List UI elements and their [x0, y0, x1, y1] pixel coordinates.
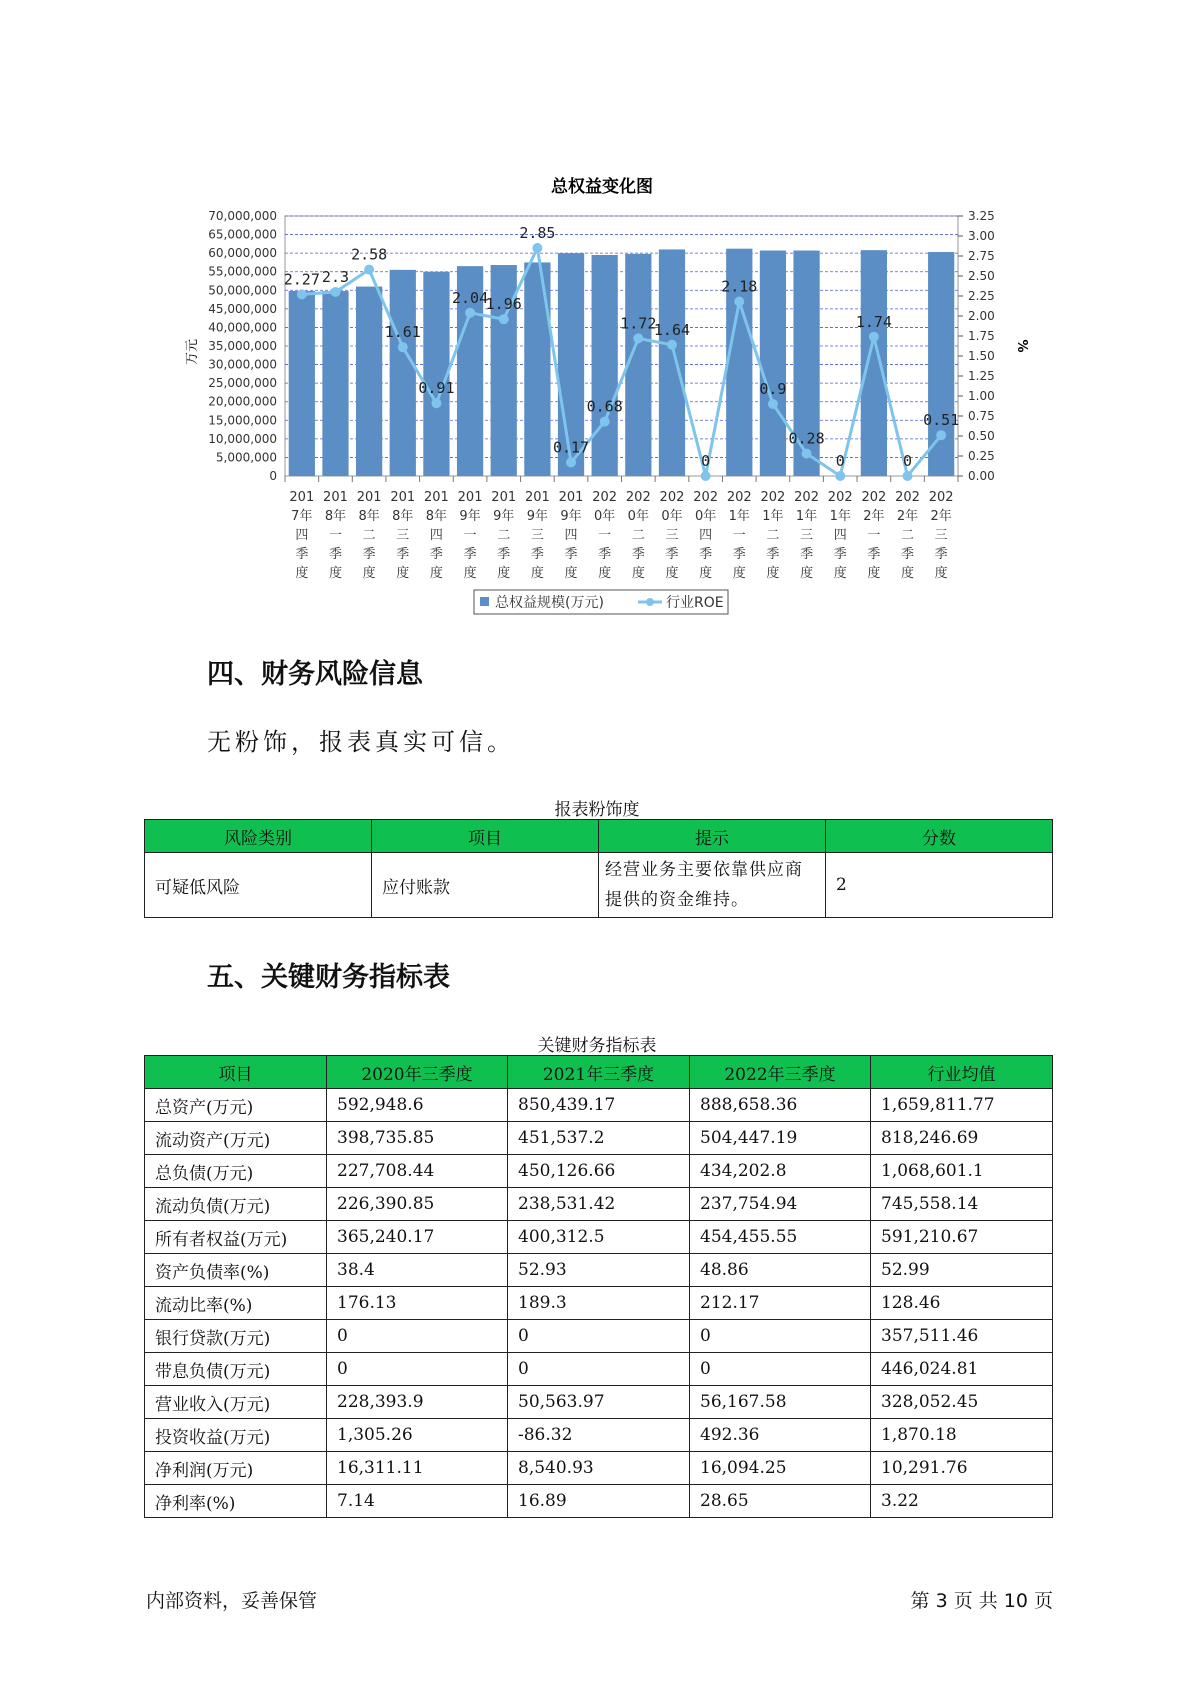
y-left-tick-label: 0 — [269, 469, 277, 483]
x-tick-label: 201 — [323, 490, 348, 505]
x-tick-label: 季 — [732, 547, 746, 562]
kpi-cell: 446,024.81 — [871, 1353, 1053, 1386]
x-tick-label: 季 — [631, 547, 645, 562]
kpi-cell: 212.17 — [690, 1287, 871, 1320]
y-left-tick-label: 70,000,000 — [208, 209, 277, 223]
x-tick-label: 四 — [699, 528, 713, 543]
kpi-cell: 银行贷款(万元) — [145, 1320, 327, 1353]
kpi-cell: 1,305.26 — [327, 1419, 508, 1452]
y-right-tick-label: 2.00 — [968, 309, 995, 323]
kpi-header-cell: 2022年三季度 — [690, 1056, 871, 1089]
kpi-cell: 0 — [690, 1353, 871, 1386]
x-tick-label: 201 — [558, 490, 584, 505]
x-tick-label: 度 — [901, 566, 915, 581]
roe-data-label: 2.85 — [519, 224, 556, 242]
kpi-cell: -86.32 — [508, 1419, 690, 1452]
x-tick-label: 二 — [766, 528, 780, 543]
kpi-cell: 营业收入(万元) — [145, 1386, 327, 1419]
x-tick-label: 8年 — [358, 509, 380, 524]
x-tick-label: 季 — [598, 547, 612, 562]
y-right-tick-label: 0.75 — [968, 409, 995, 423]
kpi-cell: 591,210.67 — [871, 1221, 1053, 1254]
kpi-cell: 56,167.58 — [690, 1386, 871, 1419]
x-tick-label: 2年 — [863, 509, 885, 524]
kpi-row — [145, 1452, 1053, 1485]
kpi-row — [145, 1320, 1053, 1353]
y-right-tick-label: 0.00 — [968, 469, 995, 483]
x-tick-label: 度 — [598, 566, 612, 581]
kpi-row — [145, 1089, 1053, 1122]
kpi-cell: 189.3 — [508, 1287, 690, 1320]
roe-data-label: 2.04 — [452, 288, 489, 307]
roe-point — [768, 399, 778, 409]
x-tick-label: 度 — [530, 566, 544, 581]
risk-cell: 经营业务主要依靠供应商提供的资金维持。 — [599, 853, 826, 918]
kpi-cell: 745,558.14 — [871, 1188, 1053, 1221]
kpi-cell: 328,052.45 — [871, 1386, 1053, 1419]
kpi-cell: 10,291.76 — [871, 1452, 1053, 1485]
roe-point — [330, 287, 340, 297]
roe-data-label: 0 — [835, 452, 845, 470]
risk-header-cell: 项目 — [372, 820, 599, 853]
kpi-cell: 28.65 — [690, 1485, 871, 1518]
kpi-row — [145, 1386, 1053, 1419]
x-tick-label: 9年 — [493, 509, 515, 524]
roe-data-label: 0 — [701, 452, 711, 470]
roe-point — [600, 417, 610, 427]
x-tick-label: 0年 — [594, 509, 616, 524]
x-tick-label: 201 — [289, 490, 315, 505]
equity-bar — [861, 250, 887, 476]
x-tick-label: 201 — [491, 490, 517, 505]
kpi-table-body — [145, 1089, 1053, 1518]
y-left-tick-label: 60,000,000 — [208, 246, 277, 261]
y-left-tick-label: 15,000,000 — [208, 413, 277, 428]
x-tick-label: 度 — [766, 566, 780, 581]
x-tick-label: 季 — [530, 547, 544, 562]
x-tick-label: 度 — [732, 566, 746, 581]
equity-bar — [760, 251, 786, 476]
roe-data-label: 1.64 — [653, 320, 691, 339]
risk-table — [144, 819, 1053, 918]
x-tick-label: 季 — [699, 547, 713, 562]
roe-data-label: 2.18 — [721, 277, 758, 296]
legend-line-label: 行业ROE — [666, 595, 724, 611]
kpi-table-header — [145, 1056, 1053, 1089]
kpi-row — [145, 1221, 1053, 1254]
x-tick-label: 度 — [295, 566, 309, 581]
kpi-cell: 398,735.85 — [327, 1122, 508, 1155]
risk-header-cell: 提示 — [599, 820, 826, 853]
x-tick-label: 202 — [827, 490, 853, 505]
roe-point — [903, 471, 913, 481]
kpi-cell: 434,202.8 — [690, 1155, 871, 1188]
equity-bar — [289, 291, 315, 476]
kpi-row — [145, 1188, 1053, 1221]
y-left-tick-label: 65,000,000 — [208, 227, 277, 242]
x-tick-label: 度 — [564, 566, 578, 581]
roe-data-label: 1.61 — [384, 323, 421, 342]
roe-data-label: 0 — [903, 452, 913, 470]
roe-data-label: 2.3 — [321, 268, 350, 286]
x-tick-label: 四 — [564, 528, 578, 543]
x-tick-label: 202 — [625, 490, 651, 505]
x-tick-label: 季 — [766, 547, 780, 562]
kpi-cell: 454,455.55 — [690, 1221, 871, 1254]
x-tick-label: 度 — [396, 566, 410, 581]
x-tick-label: 度 — [497, 566, 511, 581]
equity-bar — [592, 255, 618, 476]
equity-bar — [356, 287, 382, 476]
x-tick-label: 二 — [497, 528, 511, 543]
x-tick-label: 季 — [328, 547, 342, 562]
x-tick-label: 季 — [833, 547, 847, 562]
x-tick-label: 三 — [665, 528, 679, 543]
x-tick-label: 二 — [362, 528, 376, 543]
kpi-header-cell: 2020年三季度 — [327, 1056, 508, 1089]
roe-data-label: 0.91 — [418, 379, 455, 398]
x-tick-label: 度 — [429, 566, 443, 581]
kpi-row — [145, 1287, 1053, 1320]
roe-point — [398, 342, 408, 352]
kpi-cell: 0 — [508, 1320, 690, 1353]
roe-data-label: 0.51 — [923, 411, 960, 430]
x-tick-label: 8年 — [392, 509, 414, 524]
x-tick-label: 7年 — [291, 509, 313, 524]
section4-text: 无粉饰，报表真实可信。 — [207, 728, 515, 756]
kpi-table — [144, 1055, 1053, 1518]
chart-title: 总权益变化图 — [551, 177, 653, 197]
roe-point — [297, 289, 307, 299]
x-tick-label: 1年 — [829, 509, 851, 524]
kpi-cell: 净利率(%) — [145, 1485, 327, 1518]
section4-title: 四、财务风险信息 — [207, 659, 423, 690]
x-tick-label: 四 — [429, 528, 443, 543]
kpi-cell: 0 — [690, 1320, 871, 1353]
x-tick-label: 度 — [699, 566, 713, 581]
x-tick-label: 9年 — [459, 509, 481, 524]
kpi-row — [145, 1155, 1053, 1188]
risk-row — [145, 853, 1053, 918]
x-tick-label: 2年 — [930, 509, 952, 524]
kpi-cell: 0 — [327, 1353, 508, 1386]
kpi-cell: 1,870.18 — [871, 1419, 1053, 1452]
kpi-cell: 400,312.5 — [508, 1221, 690, 1254]
roe-point — [701, 471, 711, 481]
y-right-axis-label: % — [1014, 339, 1029, 353]
x-tick-label: 202 — [794, 490, 819, 505]
kpi-cell: 1,068,601.1 — [871, 1155, 1053, 1188]
kpi-cell: 237,754.94 — [690, 1188, 871, 1221]
roe-point — [835, 471, 845, 481]
roe-data-label: 1.74 — [855, 312, 892, 331]
equity-chart — [0, 0, 1191, 640]
x-tick-label: 度 — [328, 566, 342, 581]
kpi-cell: 净利润(万元) — [145, 1452, 327, 1485]
x-tick-label: 0年 — [627, 509, 649, 524]
kpi-cell: 0 — [327, 1320, 508, 1353]
roe-point — [499, 314, 509, 324]
kpi-cell: 357,511.46 — [871, 1320, 1053, 1353]
kpi-row — [145, 1254, 1053, 1287]
kpi-cell: 0 — [508, 1353, 690, 1386]
kpi-cell: 流动负债(万元) — [145, 1188, 327, 1221]
x-tick-label: 度 — [665, 566, 679, 581]
kpi-cell: 投资收益(万元) — [145, 1419, 327, 1452]
kpi-cell: 52.99 — [871, 1254, 1053, 1287]
kpi-row — [145, 1419, 1053, 1452]
x-tick-label: 度 — [463, 566, 477, 581]
x-tick-label: 季 — [362, 547, 376, 562]
x-tick-label: 季 — [295, 547, 309, 562]
roe-point — [633, 333, 643, 343]
x-tick-label: 一 — [328, 528, 342, 543]
roe-data-label: 1.72 — [620, 314, 657, 333]
x-tick-label: 季 — [564, 547, 578, 562]
x-tick-label: 二 — [631, 528, 645, 543]
kpi-cell: 176.13 — [327, 1287, 508, 1320]
x-tick-label: 季 — [901, 547, 915, 562]
x-tick-label: 度 — [934, 566, 948, 581]
footer-confidential: 内部资料，妥善保管 — [146, 1590, 318, 1612]
x-tick-label: 201 — [390, 490, 416, 505]
x-tick-label: 8年 — [425, 509, 448, 524]
risk-header-cell: 风险类别 — [145, 820, 372, 853]
x-tick-label: 0年 — [694, 509, 717, 524]
kpi-cell: 8,540.93 — [508, 1452, 690, 1485]
roe-point — [364, 265, 374, 275]
kpi-cell: 888,658.36 — [690, 1089, 871, 1122]
kpi-cell: 228,393.9 — [327, 1386, 508, 1419]
kpi-cell: 227,708.44 — [327, 1155, 508, 1188]
roe-point — [431, 398, 441, 408]
roe-point — [667, 340, 677, 350]
kpi-cell: 238,531.42 — [508, 1188, 690, 1221]
y-right-tick-label: 0.50 — [968, 429, 995, 443]
kpi-cell: 流动比率(%) — [145, 1287, 327, 1320]
kpi-cell: 818,246.69 — [871, 1122, 1053, 1155]
y-right-tick-label: 2.50 — [968, 269, 995, 283]
y-right-tick-label: 3.25 — [968, 209, 995, 223]
x-tick-label: 度 — [867, 566, 881, 581]
roe-point — [734, 297, 744, 307]
legend-line-marker — [646, 598, 654, 606]
roe-point — [869, 332, 879, 342]
x-tick-label: 2年 — [896, 509, 919, 524]
equity-bar — [322, 291, 348, 476]
roe-data-label: 0.28 — [788, 429, 825, 448]
section5-title: 五、关键财务指标表 — [207, 962, 450, 993]
legend-bar-label: 总权益规模(万元) — [495, 595, 604, 611]
kpi-cell: 128.46 — [871, 1287, 1053, 1320]
kpi-cell: 16,094.25 — [690, 1452, 871, 1485]
x-tick-label: 202 — [760, 490, 786, 505]
kpi-cell: 52.93 — [508, 1254, 690, 1287]
roe-point — [566, 457, 576, 467]
x-tick-label: 四 — [833, 528, 847, 543]
kpi-cell: 492.36 — [690, 1419, 871, 1452]
y-left-tick-label: 55,000,000 — [208, 264, 277, 279]
roe-data-label: 0.17 — [552, 438, 590, 457]
kpi-cell: 592,948.6 — [327, 1089, 508, 1122]
y-left-tick-label: 10,000,000 — [208, 431, 277, 446]
roe-point — [802, 449, 812, 459]
kpi-cell: 7.14 — [327, 1485, 508, 1518]
kpi-cell: 50,563.97 — [508, 1386, 690, 1419]
kpi-cell: 451,537.2 — [508, 1122, 690, 1155]
risk-cell: 可疑低风险 — [145, 853, 372, 918]
y-right-tick-label: 1.50 — [968, 349, 995, 363]
kpi-header-cell: 2021年三季度 — [508, 1056, 690, 1089]
y-left-tick-label: 30,000,000 — [208, 357, 277, 372]
x-tick-label: 9年 — [526, 509, 549, 524]
equity-bar — [928, 252, 954, 476]
y-left-axis-label: 万元 — [185, 338, 200, 366]
risk-cell: 应付账款 — [372, 853, 599, 918]
kpi-cell: 带息负债(万元) — [145, 1353, 327, 1386]
x-tick-label: 202 — [928, 490, 954, 505]
roe-data-label: 0.68 — [586, 397, 623, 416]
x-tick-label: 8年 — [324, 509, 347, 524]
kpi-row — [145, 1122, 1053, 1155]
y-right-tick-label: 1.75 — [968, 329, 995, 343]
kpi-table-caption: 关键财务指标表 — [537, 1036, 657, 1056]
x-tick-label: 202 — [659, 490, 685, 505]
equity-bar — [423, 272, 449, 476]
equity-bar — [390, 270, 416, 476]
kpi-cell: 850,439.17 — [508, 1089, 690, 1122]
roe-data-label: 0.9 — [759, 380, 787, 398]
x-tick-label: 季 — [429, 547, 443, 562]
x-tick-label: 度 — [631, 566, 645, 581]
x-tick-label: 1年 — [762, 509, 784, 524]
x-tick-label: 三 — [530, 528, 544, 543]
x-tick-label: 季 — [463, 547, 477, 562]
x-tick-label: 季 — [665, 547, 679, 562]
x-tick-label: 一 — [598, 528, 612, 543]
kpi-row — [145, 1485, 1053, 1518]
y-left-tick-label: 45,000,000 — [208, 301, 277, 316]
risk-table-caption: 报表粉饰度 — [554, 800, 640, 820]
y-left-tick-label: 5,000,000 — [215, 450, 277, 465]
x-tick-label: 二 — [901, 528, 915, 543]
kpi-cell: 流动资产(万元) — [145, 1122, 327, 1155]
x-tick-label: 1年 — [795, 509, 818, 524]
x-tick-label: 一 — [732, 528, 746, 543]
x-tick-label: 季 — [396, 547, 410, 562]
x-tick-label: 201 — [524, 490, 550, 505]
x-tick-label: 201 — [356, 490, 382, 505]
kpi-cell: 总资产(万元) — [145, 1089, 327, 1122]
x-tick-label: 季 — [934, 547, 948, 562]
kpi-cell: 226,390.85 — [327, 1188, 508, 1221]
x-tick-label: 一 — [867, 528, 881, 543]
kpi-cell: 38.4 — [327, 1254, 508, 1287]
x-tick-label: 201 — [424, 490, 449, 505]
x-tick-label: 一 — [463, 528, 477, 543]
kpi-cell: 16.89 — [508, 1485, 690, 1518]
roe-point — [532, 243, 542, 253]
risk-cell: 2 — [826, 853, 1053, 918]
x-tick-label: 202 — [693, 490, 719, 505]
y-right-tick-label: 1.00 — [968, 389, 995, 403]
y-right-tick-label: 3.00 — [968, 229, 995, 243]
x-tick-label: 四 — [295, 528, 309, 543]
x-tick-label: 季 — [800, 547, 814, 562]
x-tick-label: 9年 — [560, 509, 582, 524]
y-left-tick-label: 35,000,000 — [208, 339, 277, 353]
risk-table-header — [145, 820, 1053, 853]
x-tick-label: 季 — [497, 547, 511, 562]
kpi-cell: 所有者权益(万元) — [145, 1221, 327, 1254]
risk-header-cell: 分数 — [826, 820, 1053, 853]
footer-page-number: 第 3 页 共 10 页 — [910, 1590, 1053, 1612]
y-left-tick-label: 20,000,000 — [208, 394, 277, 409]
y-right-tick-label: 1.25 — [968, 369, 995, 383]
y-right-tick-label: 2.75 — [968, 249, 995, 263]
kpi-cell: 450,126.66 — [508, 1155, 690, 1188]
kpi-cell: 16,311.11 — [327, 1452, 508, 1485]
equity-bar — [524, 262, 550, 476]
x-tick-label: 202 — [861, 490, 887, 505]
x-tick-label: 201 — [457, 490, 483, 505]
roe-point — [936, 430, 946, 440]
legend-bar-swatch — [480, 597, 489, 606]
x-tick-label: 0年 — [661, 509, 683, 524]
kpi-cell: 3.22 — [871, 1485, 1053, 1518]
kpi-cell: 365,240.17 — [327, 1221, 508, 1254]
x-tick-label: 1年 — [728, 509, 750, 524]
kpi-cell: 504,447.19 — [690, 1122, 871, 1155]
y-right-tick-label: 2.25 — [968, 289, 995, 303]
x-tick-label: 三 — [934, 528, 948, 543]
kpi-cell: 1,659,811.77 — [871, 1089, 1053, 1122]
roe-point — [465, 308, 475, 318]
x-tick-label: 三 — [800, 528, 814, 543]
kpi-cell: 资产负债率(%) — [145, 1254, 327, 1287]
y-right-tick-label: 0.25 — [968, 449, 995, 463]
x-tick-label: 度 — [362, 566, 376, 581]
x-tick-label: 度 — [800, 566, 814, 581]
x-tick-label: 季 — [867, 547, 881, 562]
kpi-row — [145, 1353, 1053, 1386]
y-left-tick-label: 40,000,000 — [208, 320, 277, 335]
risk-table-body — [145, 853, 1053, 918]
roe-data-label: 2.27 — [283, 270, 320, 289]
x-tick-label: 202 — [726, 490, 752, 505]
x-tick-label: 度 — [833, 566, 847, 581]
roe-data-label: 1.96 — [485, 295, 522, 314]
x-tick-label: 202 — [592, 490, 618, 505]
kpi-cell: 48.86 — [690, 1254, 871, 1287]
kpi-header-cell: 行业均值 — [871, 1056, 1053, 1089]
equity-bar — [659, 249, 685, 476]
y-left-tick-label: 25,000,000 — [208, 376, 277, 391]
kpi-header-cell: 项目 — [145, 1056, 327, 1089]
roe-data-label: 2.58 — [351, 245, 388, 264]
kpi-cell: 总负债(万元) — [145, 1155, 327, 1188]
y-left-tick-label: 50,000,000 — [208, 283, 277, 298]
x-tick-label: 三 — [396, 528, 410, 543]
x-tick-label: 202 — [895, 490, 920, 505]
